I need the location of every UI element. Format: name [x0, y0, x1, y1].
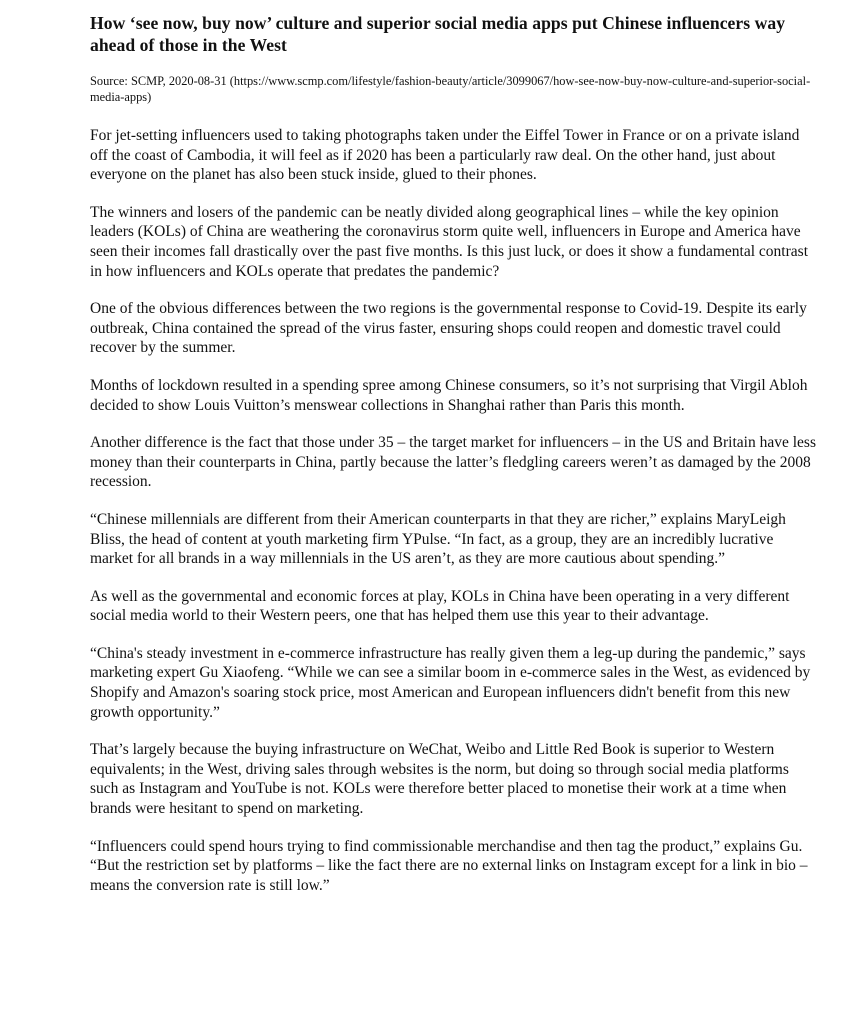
article-source: Source: SCMP, 2020-08-31 (https://www.scmp.com/lifestyle/fashion-beauty/article/3099067/how-see-now-buy-now-culture-and-superior-social-media-apps): [90, 74, 811, 104]
paragraph: That’s largely because the buying infrastructure on WeChat, Weibo and Little Red Book is superior to Western equivalents; in the West, driving sales through websites is the norm, but doing so through social media platforms such as Instagram and YouTube is not. KOLs were therefore better placed to monetise their work at a time when brands were hesitant to spend on marketing.: [90, 741, 789, 818]
paragraph: “Influencers could spend hours trying to find commissionable merchandise and then tag the product,” explains Gu. “But the restriction set by platforms – like the fact there are no external links on Instagram except for a link in bio – means the conversion rate is still low.”: [90, 837, 808, 894]
paragraph: “Chinese millennials are different from their American counterparts in that they are richer,” explains MaryLeigh Bliss, the head of content at youth marketing firm YPulse. “In fact, as a group, they are an incredibly lucrative market for all brands in a way millennials in the US aren’t, as they are more cautious about spending.”: [90, 510, 786, 568]
paragraph: As well as the governmental and economic forces at play, KOLs in China have been operating in a very different social media world to their Western peers, one that has helped them use this year to their advantage.: [90, 587, 790, 625]
paragraph: One of the obvious differences between the two regions is the governmental response to Covid-19. Despite its early outbreak, China contained the spread of the virus faster, ensuring shops could reopen and domestic travel could recover by the summer.: [90, 300, 807, 357]
paragraph: “China's steady investment in e-commerce infrastructure has really given them a leg-up during the pandemic,” says marketing expert Gu Xiaofeng. “While we can see a similar boom in e-commerce sales in the West, as evidenced by Shopify and Amazon's soaring stock price, most American and European influencers didn't benefit from this new growth opportunity.”: [90, 644, 811, 721]
paragraph: For jet-setting influencers used to taking photographs taken under the Eiffel Tower in France or on a private island off the coast of Cambodia, it will feel as if 2020 has been a particularly raw deal. On the other hand, just about everyone on the planet has also been stuck inside, glued to their phones.: [90, 127, 800, 184]
article-title: How ‘see now, buy now’ culture and superior social media apps put Chinese influencers way ahead of those in the West: [90, 13, 786, 55]
article-body: [90, 126, 820, 895]
paragraph: The winners and losers of the pandemic can be neatly divided along geographical lines – while the key opinion leaders (KOLs) of China are weathering the coronavirus storm quite well, influencers in Europe and America have seen their incomes fall drastically over the past five months. Is this just luck, or does it show a fundamental contrast in how influencers and KOLs operate that predates the pandemic?: [90, 203, 808, 280]
document-page: [90, 12, 820, 895]
paragraph: Months of lockdown resulted in a spending spree among Chinese consumers, so it’s not surprising that Virgil Abloh decided to show Louis Vuitton’s menswear collections in Shanghai rather than Paris this month.: [90, 376, 808, 414]
paragraph: Another difference is the fact that those under 35 – the target market for influencers – in the US and Britain have less money than their counterparts in China, partly because the latter’s fledgling careers weren’t as damaged by the 2008 recession.: [90, 434, 816, 491]
